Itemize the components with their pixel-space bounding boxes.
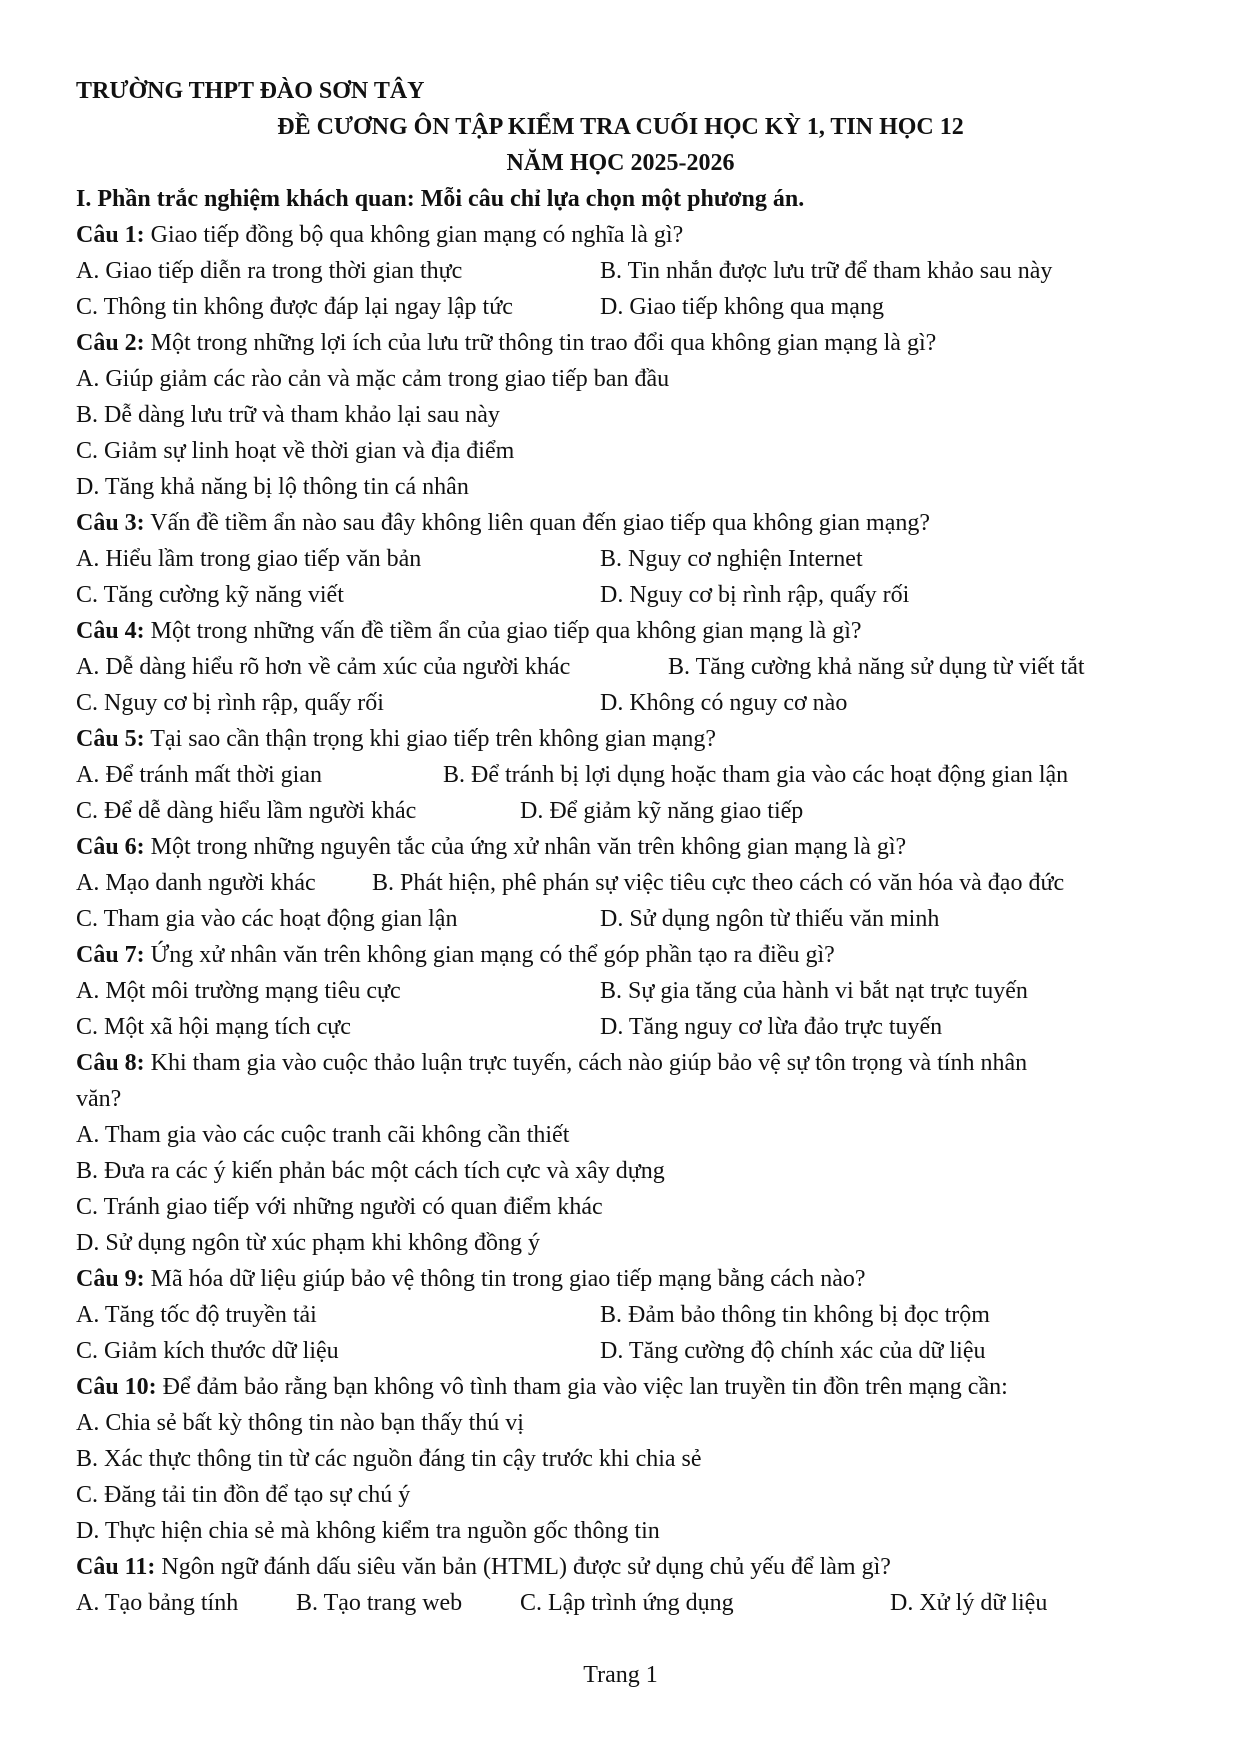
question-text: Một trong những lợi ích của lưu trữ thông tin trao đổi qua không gian mạng là gì? [144, 330, 937, 356]
question-8-option-b: B. Đưa ra các ý kiến phản bác một cách tích cực và xây dựng [76, 1158, 665, 1184]
question-2 [76, 328, 936, 358]
question-label: Câu 1: [76, 222, 145, 248]
question-6-option-b: B. Phát hiện, phê phán sự việc tiêu cực theo cách có văn hóa và đạo đức [372, 870, 1065, 896]
question-7-option-b: B. Sự gia tăng của hành vi bắt nạt trực tuyến [600, 978, 1028, 1004]
question-text: Mã hóa dữ liệu giúp bảo vệ thông tin trong giao tiếp mạng bằng cách nào? [144, 1266, 866, 1292]
question-8-option-a: A. Tham gia vào các cuộc tranh cãi không cần thiết [76, 1122, 570, 1148]
question-text: Một trong những nguyên tắc của ứng xử nhân văn trên không gian mạng là gì? [144, 834, 907, 860]
question-3-option-c: C. Tăng cường kỹ năng viết [76, 582, 344, 608]
question-label: Câu 5: [76, 726, 145, 752]
question-label: Câu 2: [76, 330, 145, 356]
question-label: Câu 7: [76, 942, 145, 968]
question-11 [76, 1552, 891, 1582]
question-11-option-c: C. Lập trình ứng dụng [520, 1590, 734, 1616]
question-11-option-d: D. Xử lý dữ liệu [890, 1590, 1048, 1616]
question-4-option-d: D. Không có nguy cơ nào [600, 690, 848, 716]
question-9-option-c: C. Giảm kích thước dữ liệu [76, 1338, 339, 1364]
question-5 [76, 724, 716, 754]
question-1 [76, 220, 683, 250]
question-11-option-b: B. Tạo trang web [296, 1590, 463, 1616]
question-1-option-c: C. Thông tin không được đáp lại ngay lập tức [76, 294, 513, 320]
question-2-option-b: B. Dễ dàng lưu trữ và tham khảo lại sau này [76, 402, 500, 428]
question-text-continued: văn? [76, 1086, 122, 1112]
question-6-option-d: D. Sử dụng ngôn từ thiếu văn minh [600, 906, 940, 932]
question-10-option-c: C. Đăng tải tin đồn để tạo sự chú ý [76, 1482, 411, 1508]
document-title: ĐỀ CƯƠNG ÔN TẬP KIỂM TRA CUỐI HỌC KỲ 1, TIN HỌC 12 [277, 114, 964, 140]
question-text: Để đảm bảo rằng bạn không vô tình tham gia vào việc lan truyền tin đồn trên mạng cần: [156, 1374, 1008, 1400]
question-10 [76, 1372, 1008, 1402]
question-9-option-d: D. Tăng cường độ chính xác của dữ liệu [600, 1338, 986, 1364]
question-4 [76, 616, 862, 646]
question-4-option-b: B. Tăng cường khả năng sử dụng từ viết tắt [668, 654, 1085, 680]
question-3-option-d: D. Nguy cơ bị rình rập, quấy rối [600, 582, 910, 608]
question-2-option-c: C. Giảm sự linh hoạt về thời gian và địa điểm [76, 438, 515, 464]
question-11-option-a: A. Tạo bảng tính [76, 1590, 239, 1616]
question-7-option-c: C. Một xã hội mạng tích cực [76, 1014, 351, 1040]
section-heading: I. Phần trắc nghiệm khách quan: Mỗi câu chỉ lựa chọn một phương án. [76, 186, 805, 212]
question-text: Khi tham gia vào cuộc thảo luận trực tuyến, cách nào giúp bảo vệ sự tôn trọng và tính nhân [144, 1050, 1028, 1076]
question-3 [76, 508, 930, 538]
question-text: Một trong những vấn đề tiềm ẩn của giao tiếp qua không gian mạng là gì? [144, 618, 862, 644]
question-label: Câu 10: [76, 1374, 157, 1400]
question-text: Giao tiếp đồng bộ qua không gian mạng có nghĩa là gì? [144, 222, 684, 248]
question-2-option-a: A. Giúp giảm các rào cản và mặc cảm trong giao tiếp ban đầu [76, 366, 670, 392]
question-text: Vấn đề tiềm ẩn nào sau đây không liên quan đến giao tiếp qua không gian mạng? [144, 510, 931, 536]
question-text: Ngôn ngữ đánh dấu siêu văn bản (HTML) được sử dụng chủ yếu để làm gì? [155, 1554, 891, 1580]
question-8 [76, 1048, 1027, 1078]
question-6 [76, 832, 906, 862]
question-label: Câu 9: [76, 1266, 145, 1292]
question-7-option-d: D. Tăng nguy cơ lừa đảo trực tuyến [600, 1014, 943, 1040]
question-10-option-b: B. Xác thực thông tin từ các nguồn đáng tin cậy trước khi chia sẻ [76, 1446, 702, 1472]
question-1-option-a: A. Giao tiếp diễn ra trong thời gian thực [76, 258, 463, 284]
question-5-option-a: A. Để tránh mất thời gian [76, 762, 322, 788]
school-year: NĂM HỌC 2025-2026 [506, 150, 735, 176]
question-9 [76, 1264, 866, 1294]
question-7-option-a: A. Một môi trường mạng tiêu cực [76, 978, 401, 1004]
question-3-option-b: B. Nguy cơ nghiện Internet [600, 546, 863, 572]
question-text: Tại sao cần thận trọng khi giao tiếp trên không gian mạng? [144, 726, 717, 752]
question-6-option-a: A. Mạo danh người khác [76, 870, 316, 896]
question-label: Câu 6: [76, 834, 145, 860]
question-5-option-d: D. Để giảm kỹ năng giao tiếp [520, 798, 804, 824]
question-4-option-c: C. Nguy cơ bị rình rập, quấy rối [76, 690, 384, 716]
question-6-option-c: C. Tham gia vào các hoạt động gian lận [76, 906, 458, 932]
question-5-option-c: C. Để dễ dàng hiểu lầm người khác [76, 798, 417, 824]
question-label: Câu 3: [76, 510, 145, 536]
question-4-option-a: A. Dễ dàng hiểu rõ hơn về cảm xúc của người khác [76, 654, 571, 680]
question-3-option-a: A. Hiểu lầm trong giao tiếp văn bản [76, 546, 422, 572]
question-10-option-d: D. Thực hiện chia sẻ mà không kiểm tra nguồn gốc thông tin [76, 1518, 660, 1544]
question-label: Câu 11: [76, 1554, 156, 1580]
question-5-option-b: B. Để tránh bị lợi dụng hoặc tham gia vào các hoạt động gian lận [443, 762, 1069, 788]
question-1-option-b: B. Tin nhắn được lưu trữ để tham khảo sau này [600, 258, 1053, 284]
question-label: Câu 4: [76, 618, 145, 644]
school-name: TRƯỜNG THPT ĐÀO SƠN TÂY [76, 78, 425, 104]
question-10-option-a: A. Chia sẻ bất kỳ thông tin nào bạn thấy thú vị [76, 1410, 524, 1436]
question-1-option-d: D. Giao tiếp không qua mạng [600, 294, 884, 320]
question-7 [76, 940, 835, 970]
question-9-option-b: B. Đảm bảo thông tin không bị đọc trộm [600, 1302, 990, 1328]
page-number: Trang 1 [583, 1662, 658, 1688]
question-8-option-c: C. Tránh giao tiếp với những người có quan điểm khác [76, 1194, 603, 1220]
question-text: Ứng xử nhân văn trên không gian mạng có thể góp phần tạo ra điều gì? [144, 942, 835, 968]
question-2-option-d: D. Tăng khả năng bị lộ thông tin cá nhân [76, 474, 469, 500]
question-8-option-d: D. Sử dụng ngôn từ xúc phạm khi không đồng ý [76, 1230, 541, 1256]
question-9-option-a: A. Tăng tốc độ truyền tải [76, 1302, 317, 1328]
question-label: Câu 8: [76, 1050, 145, 1076]
